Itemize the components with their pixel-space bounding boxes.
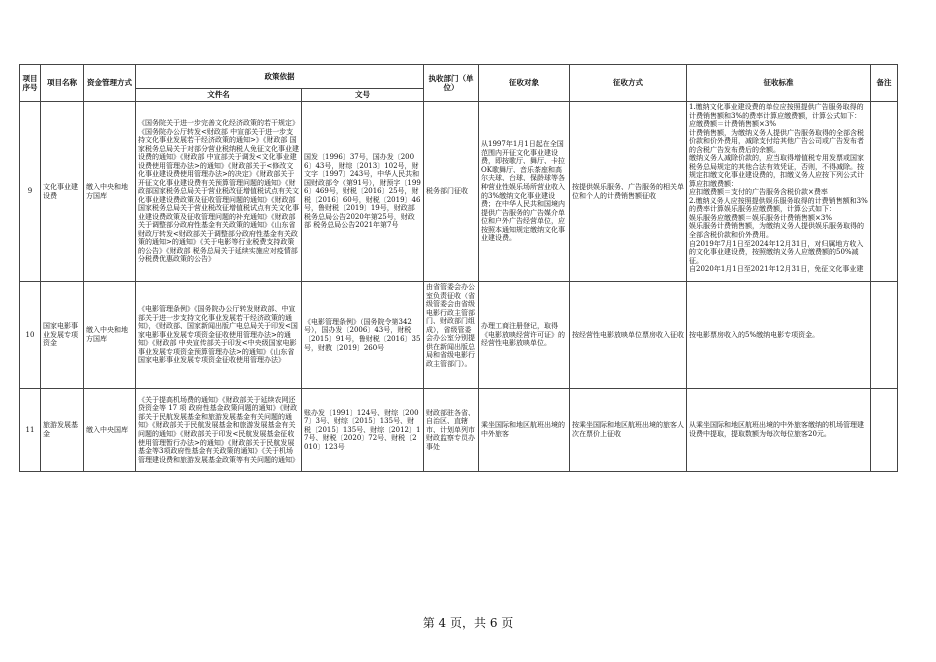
header-doc-title: 文件名: [136, 89, 302, 102]
row-mgmt: 缴入中央和地方国库: [84, 282, 136, 389]
table-row: [20, 389, 898, 472]
row-target: 办理工商注册登记，取得《电影放映经营许可证》的经营性电影放映单位。: [479, 282, 570, 389]
standard-line: 自2020年1月1日至2021年12月31日，免征文化事业建: [689, 265, 864, 274]
header-target: 征收对象: [479, 65, 570, 102]
row-doc-title: 《关于提高机场费的通知》《财政部关于延续农网还贷资金等 17 项 政府性基金政策问题的通知》《财政部关于民航发展基金和旅游发展基金有关问题的通知》《财政部关于民航发展基金和旅游发展基金有关问题的通知》《财政部关于印发<民航发展基金征收使用管理暂行办法>的通知》《财政部关于民航发展基金等3项政府性基金有关政策的通知》《关于机场管理建设费和旅游发展基金政策等有关问题的通知》: [136, 389, 302, 472]
row-target: 从1997年1月1日起在全国范围内开征文化事业建设费，即按歌厅、舞厅、卡拉OK歌舞厅、音乐茶座和高尔夫球、台球、保龄球等各种营业性娱乐场所营业收入的3%缴纳文化事业建设费；在中华人民共和国境内提供广告服务的广告媒介单位和户外广告经营单位，应按照本通知规定缴纳文化事业建设费。: [479, 102, 570, 282]
row-remark: [871, 102, 898, 282]
standard-line: 2.缴纳义务人应按照提供娱乐服务取得的计费销售额和3%的费率计算娱乐服务应缴费额，计算公式如下：: [689, 196, 868, 214]
table-row: [20, 102, 898, 282]
row-standard: [687, 102, 871, 282]
header-row-1: [20, 65, 898, 89]
row-mgmt: 缴入中央国库: [84, 389, 136, 472]
row-standard: [687, 389, 871, 472]
row-target: 乘坐国际和地区航班出境的中外旅客: [479, 389, 570, 472]
row-seq: 11: [20, 389, 41, 472]
row-doc-no: 国发〔1996〕37号，国办发〔2006〕43号，财综〔2013〕102号，财文字〔1997〕243号，中华人民共和国财政部令（第91号），财预字〔1996〕469号，财税〔2016〕25号，财税〔2016〕60号，财税〔2019〕46号，鲁财税〔2019〕19号，财政部 税务总局公告2020年第25号，财政部 税务总局公告2021年第7号: [302, 102, 424, 282]
standard-line: 娱乐服务计费销售额，为缴纳义务人提供娱乐服务取得的全部含税价款和价外费用。: [689, 222, 864, 239]
row-name: 文化事业建设费: [41, 102, 84, 282]
row-method: 按提供娱乐服务、广告服务的相关单位和个人的计费销售额征收: [570, 102, 687, 282]
row-name: 国家电影事业发展专项资金: [41, 282, 84, 389]
standard-line: 从乘坐国际和地区航班出境的中外旅客缴纳的机场管理建设费中提取，提取数额为每次每位旅客20元。: [689, 421, 864, 438]
row-dept: 税务部门征收: [424, 102, 479, 282]
row-remark: [871, 282, 898, 389]
header-seq: 项目序号: [20, 65, 41, 102]
standard-line: 1.缴纳文化事业建设费的单位应按照提供广告服务取得的计费销售额和3%的费率计算应缴费额，计算公式如下：: [689, 103, 864, 120]
header-doc-no: 文号: [302, 89, 424, 102]
row-remark: [871, 389, 898, 472]
row-mgmt: 缴入中央和地方国库: [84, 102, 136, 282]
row-doc-title: 《国务院关于进一步完善文化经济政策的若干规定》《国务院办公厅转发<财政部 中宣部关于进一步支持文化事业发展若干经济政策的通知>》《财政部 国家税务总局关于对部分营业税纳税人免征文化事业建设费的通知》《财政部 中宣部关于调发<文化事业建设费使用管理办法>的通知》《财政部关于<修改文化事业建设费使用管理办法>的决定》《财政部关于开征文化事业建设费有关预算管理问题的通知》《财政部国家税务总局关于营业税改征增值税试点有关文化事业建设费政策及征收管理问题的通知》《财政部 国家税务总局关于营业税改征增值税试点有关文化事业建设费政策及征收管理问题的补充通知》《财政部关于调整部分政府性基金有关政策的通知》《山东省财政厅转发<财政部关于调整部分政府性基金有关政策的通知>的通知》《关于电影等行业税费支持政策的公告》《财政部 税务总局关于延续实施应对疫情部分税费优惠政策的公告》: [136, 102, 302, 282]
page-footer: 第 4 页，共 6 页: [422, 616, 514, 630]
header-mgmt: 资金管理方式: [84, 65, 136, 102]
header-policy: 政策依据: [136, 65, 424, 89]
standard-line: 自2019年7月1日至2024年12月31日，对归属地方收入的文化事业建设费，按照缴纳义务人应缴费额的50%减征。: [689, 239, 864, 265]
header-remark: 备注: [871, 65, 898, 102]
row-doc-title: 《电影管理条例》《国务院办公厅转发财政部、中宣部关于进一步支持文化事业发展若干经济政策的通知》，《财政部、国家新闻出版广电总局关于印发<国家电影事业发展专项资金征收使用管理办法>的通知》《财政部 中央宣传部关于印发<中央级国家电影事业发展专项资金预算管理办法>的通知》《山东省国家电影事业发展专项资金征收使用管理办法》: [136, 282, 302, 389]
row-dept: 财政部驻各省、自治区、直辖市、计划单列市财政监察专员办事处: [424, 389, 479, 472]
row-method: 按经营性电影放映单位票房收入征收: [570, 282, 687, 389]
fee-table: [19, 64, 898, 472]
header-name: 项目名称: [41, 65, 84, 102]
row-method: 按乘坐国际和地区航班出境的旅客人次在票价上征收: [570, 389, 687, 472]
row-doc-no: 账办发〔1991〕124号、财综〔2007〕3号、财综〔2015〕135号、财税〔2015〕135号、财综〔2012〕17号、财税〔2020〕72号、财税〔2010〕123号: [302, 389, 424, 472]
standard-line: 缴纳义务人减除价款的，应当取得增值税专用发票或国家税务总局规定的其他合法有效凭证，否则，不得减除。按规定扣缴文化事业建设费的，扣缴义务人应按下列公式计算应扣缴费额：: [689, 154, 864, 188]
standard-line: 计费销售额，为缴纳义务人提供广告服务取得的全部含税价款和价外费用，减除支付给其他广告公司或广告发布者的含税广告发布费后的余额。: [689, 128, 864, 154]
header-dept: 执收部门（单位）: [424, 65, 479, 102]
row-name: 旅游发展基金: [41, 389, 84, 472]
row-standard: [687, 282, 871, 389]
standard-line: 应扣缴费额＝支付的广告服务含税价款×费率: [689, 188, 828, 197]
row-seq: 10: [20, 282, 41, 389]
header-standard: 征收标准: [687, 65, 871, 102]
standard-line: 娱乐服务应缴费额＝娱乐服务计费销售额×3%: [689, 213, 832, 222]
header-method: 征收方式: [570, 65, 687, 102]
row-seq: 9: [20, 102, 41, 282]
table-row: [20, 282, 898, 389]
row-doc-no: 《电影管理条例》（国务院令第342号），国办发〔2006〕43号，财税〔2015〕91号，鲁财税〔2016〕35号，财教〔2019〕260号: [302, 282, 424, 389]
standard-line: 应缴费额＝计费销售额×3%: [689, 120, 776, 129]
row-dept: 由省管委会办公室负责征收（省级管委会由省级电影行政主管部门、财政部门组成），省级管委会办公室分别提供在新闻出版总局和省级电影行政主管部门）。: [424, 282, 479, 389]
standard-line: 按电影票房收入的5%缴纳电影专项资金。: [689, 330, 820, 339]
